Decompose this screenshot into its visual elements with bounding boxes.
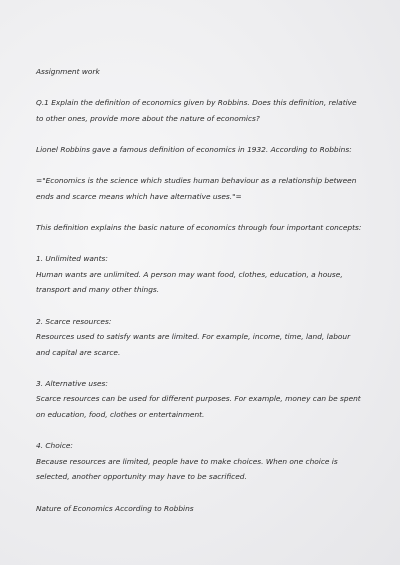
question-text: Q.1 Explain the definition of economics given by Robbins. Does this definition, relative to other ones, provide more about the nature of economics? xyxy=(36,98,357,123)
intro-paragraph: Lionel Robbins gave a famous definition of economics in 1932. According to Robbins: xyxy=(36,144,352,154)
doc-heading: Assignment work xyxy=(36,67,100,76)
section-heading: Nature of Economics According to Robbins xyxy=(36,503,194,513)
concept-body: Resources used to satisfy wants are limited. For example, income, time, land, labour and capital are scarce. xyxy=(36,332,351,357)
concept-body: Scarce resources can be used for different purposes. For example, money can be spent on education, food, clothes or entertainment. xyxy=(36,394,361,420)
concept-point-4 xyxy=(36,438,366,485)
concept-title: 3. Alternative uses: xyxy=(36,378,108,388)
definition-quote: ="Economics is the science which studies human behaviour as a relationship between ends and scarce means which have alternative uses."= xyxy=(36,176,357,201)
concept-title: 1. Unlimited wants: xyxy=(36,254,108,264)
concept-body: Human wants are unlimited. A person may want food, clothes, education, a house, transport and many other things. xyxy=(36,269,343,295)
explanation-paragraph: This definition explains the basic nature of economics through four important concepts: xyxy=(36,222,362,232)
concept-title: 4. Choice: xyxy=(36,441,73,451)
concept-body: Because resources are limited, people have to make choices. When one choice is selected, another opportunity may have to be sacrificed. xyxy=(36,456,338,482)
concept-point-3 xyxy=(36,376,366,423)
concept-point-1 xyxy=(36,251,366,298)
concept-title: 2. Scarce resources: xyxy=(36,316,112,326)
concept-point-2 xyxy=(36,314,366,361)
